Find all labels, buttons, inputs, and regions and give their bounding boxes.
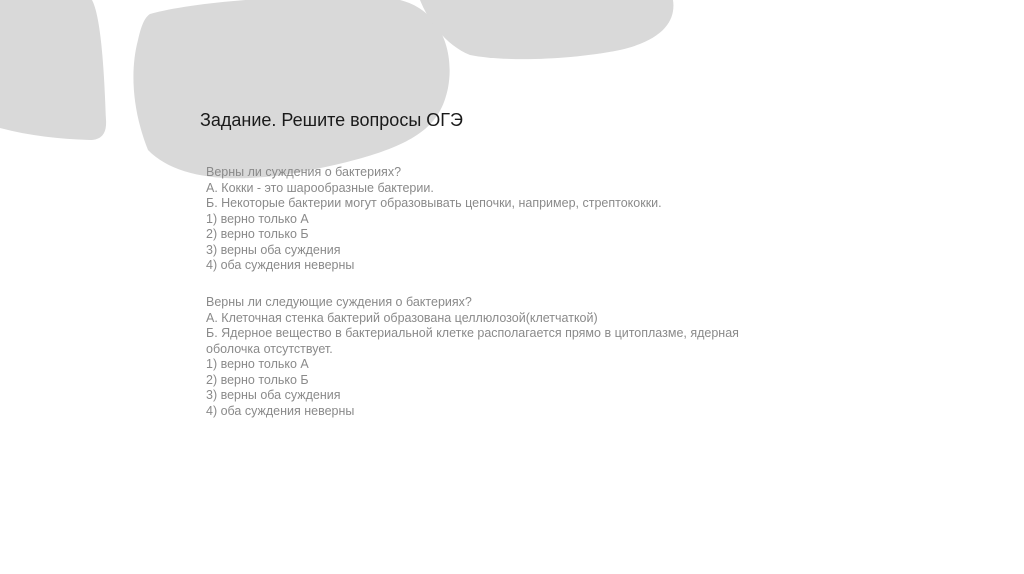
question-2-statement-b: Б. Ядерное вещество в бактериальной клетке располагается прямо в цитоплазме, ядерная оболочка отсутствует. xyxy=(206,326,739,356)
question-1-option-2: 2) верно только Б xyxy=(206,227,309,241)
question-1-option-4: 4) оба суждения неверны xyxy=(206,258,355,272)
question-1-statement-a: А. Кокки - это шарообразные бактерии. xyxy=(206,180,434,195)
question-1-statement-b: Б. Некоторые бактерии могут образовывать цепочки, например, стрептококки. xyxy=(206,196,662,210)
decor-shape-right xyxy=(420,0,673,59)
question-2-option-4: 4) оба суждения неверны xyxy=(206,403,355,418)
question-2-statement-a: А. Клеточная стенка бактерий образована целлюлозой(клетчаткой) xyxy=(206,310,598,325)
question-1-option-1: 1) верно только А xyxy=(206,211,309,226)
question-1-option-3: 3) верны оба суждения xyxy=(206,242,341,257)
question-2-option-1: 1) верно только А xyxy=(206,357,309,371)
question-2-option-2: 2) верно только Б xyxy=(206,372,309,387)
question-2 xyxy=(206,295,806,419)
slide-title: Задание. Решите вопросы ОГЭ xyxy=(200,110,463,130)
question-1 xyxy=(206,165,806,274)
question-1-stem: Верны ли суждения о бактериях? xyxy=(206,165,402,179)
decor-shape-center xyxy=(133,0,449,178)
question-2-stem: Верны ли следующие суждения о бактериях? xyxy=(206,295,472,309)
decor-shape-left xyxy=(0,0,106,140)
question-2-option-3: 3) верны оба суждения xyxy=(206,388,341,402)
